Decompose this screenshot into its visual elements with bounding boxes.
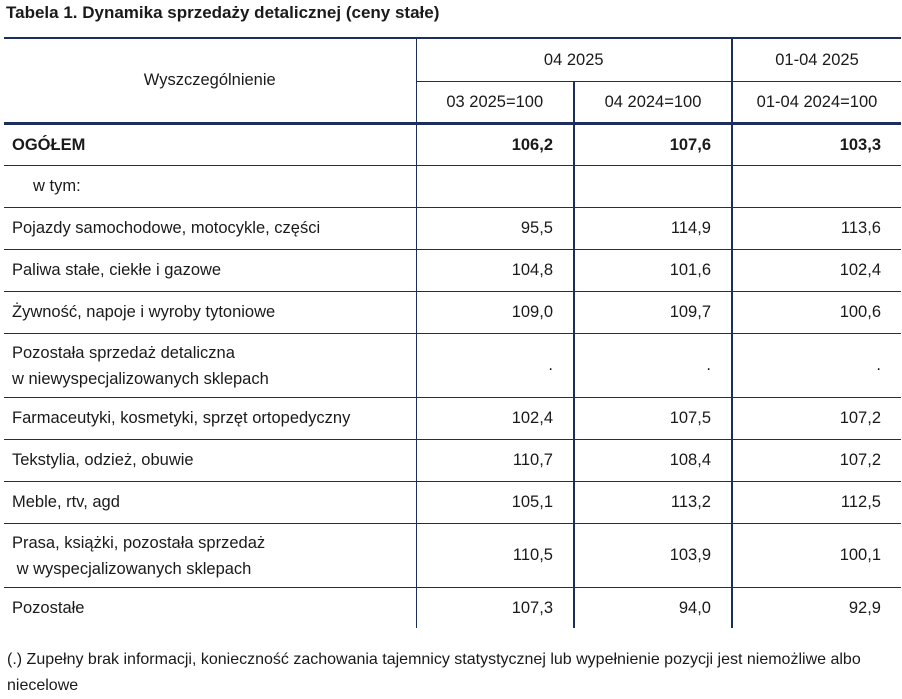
- row-label: w tym:: [4, 166, 416, 208]
- row-label: Paliwa stałe, ciekłe i gazowe: [4, 250, 416, 292]
- cell-value: 107,2: [732, 440, 901, 482]
- table-row: [4, 440, 901, 482]
- cell-value: 113,2: [574, 482, 732, 524]
- row-label: [4, 334, 416, 398]
- cell-value: .: [416, 334, 574, 398]
- row-label: Meble, rtv, agd: [4, 482, 416, 524]
- row-label: Tekstylia, odzież, obuwie: [4, 440, 416, 482]
- header-specification: Wyszczególnienie: [4, 38, 416, 124]
- cell-value: 102,4: [732, 250, 901, 292]
- table-row: [4, 524, 901, 588]
- cell-value: 107,3: [416, 588, 574, 629]
- cell-value: 107,5: [574, 398, 732, 440]
- table-title: Tabela 1. Dynamika sprzedaży detalicznej (ceny stałe): [6, 3, 440, 22]
- retail-sales-table: [4, 37, 901, 628]
- row-label-line: w niewyspecjalizowanych sklepach: [12, 369, 269, 388]
- cell-value: .: [732, 334, 901, 398]
- header-sub-04-2024: 04 2024=100: [574, 82, 732, 124]
- table-row: [4, 482, 901, 524]
- cell-value: 101,6: [574, 250, 732, 292]
- row-label-line: w wyspecjalizowanych sklepach: [12, 559, 252, 578]
- cell-value: 107,2: [732, 398, 901, 440]
- cell-value: 109,7: [574, 292, 732, 334]
- row-label-line: Pozostała sprzedaż detaliczna: [12, 343, 235, 362]
- cell-value: 114,9: [574, 208, 732, 250]
- cell-value: 110,5: [416, 524, 574, 588]
- row-label: Pojazdy samochodowe, motocykle, części: [4, 208, 416, 250]
- header-sub-03-2025: 03 2025=100: [416, 82, 574, 124]
- cell-value: 103,3: [732, 124, 901, 166]
- cell-value: 104,8: [416, 250, 574, 292]
- header-group-01-04-2025: 01-04 2025: [732, 38, 901, 82]
- table-row: [4, 250, 901, 292]
- cell-value: 92,9: [732, 588, 901, 629]
- cell-value: 109,0: [416, 292, 574, 334]
- table-row-w-tym: [4, 166, 901, 208]
- cell-value: 110,7: [416, 440, 574, 482]
- table-row: [4, 208, 901, 250]
- row-label: Żywność, napoje i wyroby tytoniowe: [4, 292, 416, 334]
- footnote: (.) Zupełny brak informacji, konieczność zachowania tajemnicy statystycznej lub wypełnienie pozycji jest niemożliwe albo niecelowe: [7, 651, 861, 694]
- row-label: Pozostałe: [12, 598, 85, 617]
- cell-value: 95,5: [416, 208, 574, 250]
- cell-value: 108,4: [574, 440, 732, 482]
- row-label: [4, 524, 416, 588]
- table-row: [4, 588, 901, 629]
- cell-value: 102,4: [416, 398, 574, 440]
- header-group-04-2025: 04 2025: [416, 38, 732, 82]
- table-row: [4, 398, 901, 440]
- cell-value: 106,2: [416, 124, 574, 166]
- cell-value: 94,0: [574, 588, 732, 629]
- cell-value: 112,5: [732, 482, 901, 524]
- cell-value: 103,9: [574, 524, 732, 588]
- cell-value: .: [574, 334, 732, 398]
- row-label: Farmaceutyki, kosmetyki, sprzęt ortopedyczny: [4, 398, 416, 440]
- table-row: [4, 334, 901, 398]
- table-row: [4, 292, 901, 334]
- cell-value: 100,6: [732, 292, 901, 334]
- row-label-line: Prasa, książki, pozostała sprzedaż: [12, 533, 266, 552]
- cell-value: 113,6: [732, 208, 901, 250]
- cell-value: 107,6: [574, 124, 732, 166]
- header-sub-01-04-2024: 01-04 2024=100: [732, 82, 901, 124]
- cell-value: 105,1: [416, 482, 574, 524]
- row-label: OGÓŁEM: [4, 124, 416, 166]
- cell-value: 100,1: [732, 524, 901, 588]
- table-row-ogolem: [4, 124, 901, 166]
